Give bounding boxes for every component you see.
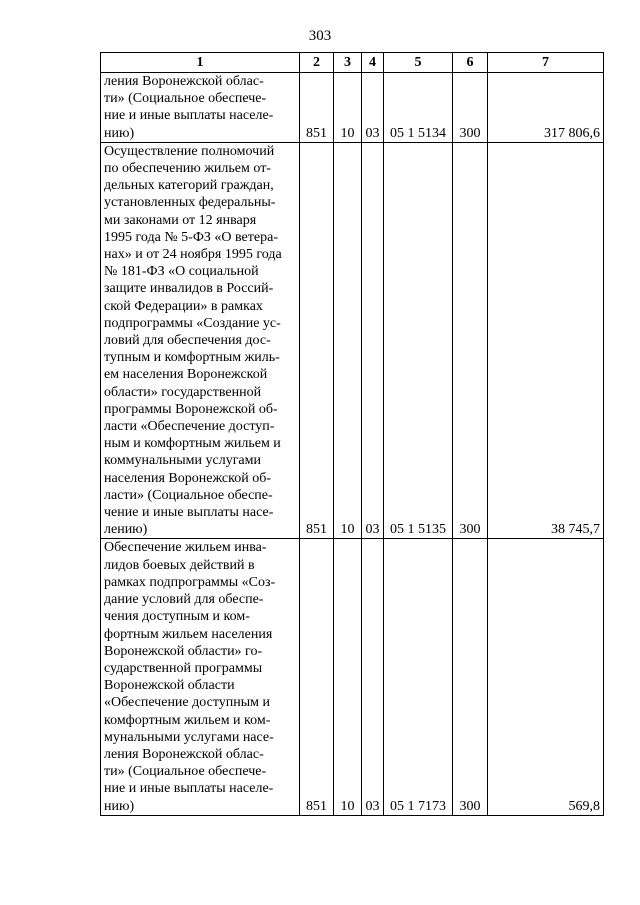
target-article-code: 05 1 5134 — [384, 73, 453, 143]
table-row — [101, 142, 604, 539]
table-row — [101, 539, 604, 815]
table-header-row — [101, 53, 604, 73]
amount: 569,8 — [488, 539, 604, 815]
row-description: Обеспечение жильем инва- лидов боевых действий в рамках подпрограммы «Соз- дание условий для обеспе- чения доступным и ком- фортным жильем населения Воронежской области» го- сударственной программы Воронежской области «Обеспечение доступным и комфортным жильем и ком- мунальными услугами насе- ления Воронежской облас- ти» (Социальное обеспече- ние и иные выплаты населе- нию) — [101, 539, 300, 815]
column-header: 5 — [384, 53, 453, 73]
column-header: 4 — [362, 53, 384, 73]
amount: 38 745,7 — [488, 142, 604, 539]
ministry-code: 851 — [300, 73, 334, 143]
column-header: 7 — [488, 53, 604, 73]
row-description: ления Воронежской облас- ти» (Социальное обеспече- ние и иные выплаты населе- нию) — [101, 73, 300, 143]
table-row — [101, 73, 604, 143]
ministry-code: 851 — [300, 539, 334, 815]
page-number: 303 — [308, 28, 332, 44]
expense-type-code: 300 — [453, 142, 488, 539]
subsection-code: 03 — [362, 142, 384, 539]
column-header: 3 — [334, 53, 362, 73]
column-header: 6 — [453, 53, 488, 73]
subsection-code: 03 — [362, 539, 384, 815]
budget-table — [100, 52, 604, 816]
subsection-code: 03 — [362, 73, 384, 143]
row-description: Осуществление полномочий по обеспечению жильем от- дельных категорий граждан, установленных федеральны- ми законами от 12 января 1995 года № 5-ФЗ «О ветера- нах» и от 24 ноября 1995 года № 181-ФЗ «О социальной защите инвалидов в Россий- ской Федерации» в рамках подпрограммы «Создание ус- ловий для обеспечения дос- тупным и комфортным жиль- ем населения Воронежской области» государственной программы Воронежской об- ласти «Обеспечение доступ- ным и комфортным жильем и коммунальными услугами населения Воронежской об- ласти» (Социальное обеспе- чение и иные выплаты насе- лению) — [101, 142, 300, 539]
target-article-code: 05 1 7173 — [384, 539, 453, 815]
expense-type-code: 300 — [453, 73, 488, 143]
section-code: 10 — [334, 73, 362, 143]
section-code: 10 — [334, 142, 362, 539]
target-article-code: 05 1 5135 — [384, 142, 453, 539]
section-code: 10 — [334, 539, 362, 815]
column-header: 2 — [300, 53, 334, 73]
expense-type-code: 300 — [453, 539, 488, 815]
column-header: 1 — [101, 53, 300, 73]
ministry-code: 851 — [300, 142, 334, 539]
amount: 317 806,6 — [488, 73, 604, 143]
